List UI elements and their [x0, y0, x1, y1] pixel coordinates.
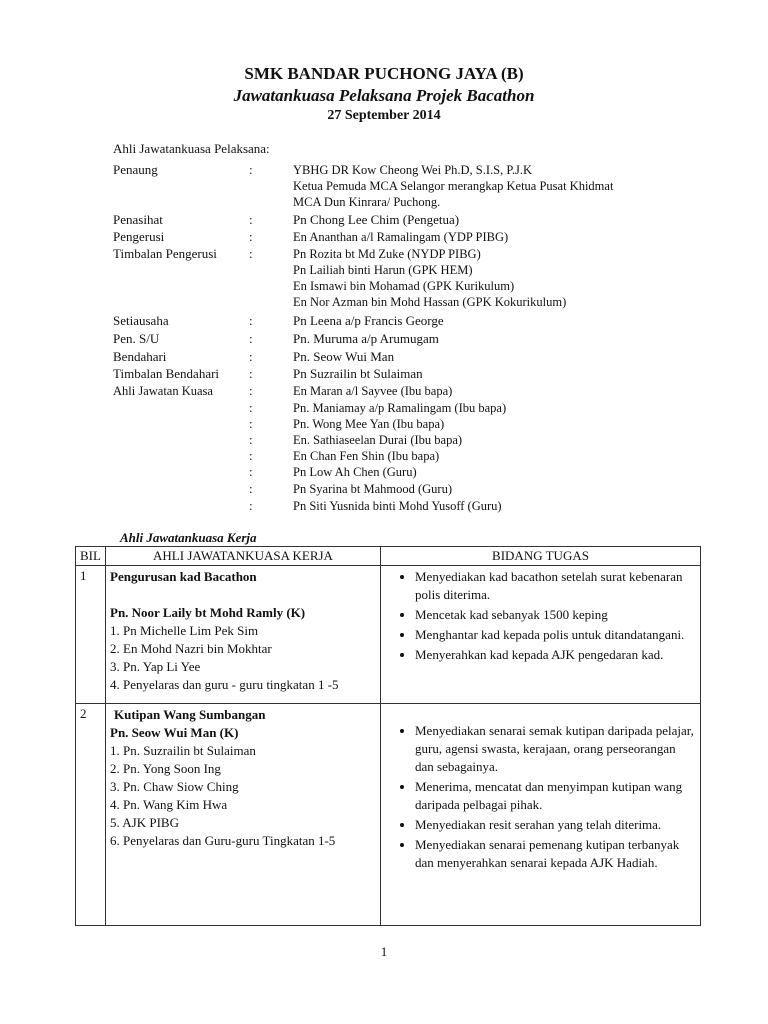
member-colon: :	[249, 383, 253, 398]
task-item: • Menghantar kad kepada polis untuk ditandatangani.	[415, 626, 696, 644]
member-name: Pn Siti Yusnida binti Mohd Yusoff (Guru)	[293, 499, 502, 513]
member-colon: :	[249, 366, 253, 381]
member-item: 4. Pn. Wang Kim Hwa	[110, 797, 228, 812]
task-item: • Menyerahkan kad kepada AJK pengedaran kad.	[415, 646, 696, 664]
member-role: Timbalan Bendahari	[113, 366, 220, 381]
member-colon: :	[249, 162, 253, 177]
member-item: 3. Pn. Chaw Siow Ching	[110, 779, 239, 794]
member-name: Pn Suzrailin bt Sulaiman	[293, 366, 423, 381]
row-tasks	[381, 566, 701, 704]
member-item: 1. Pn. Suzrailin bt Sulaiman	[110, 743, 256, 758]
member-item: 4. Penyelaras dan guru - guru tingkatan 1 -5	[110, 677, 339, 692]
member-item: 6. Penyelaras dan Guru-guru Tingkatan 1-5	[110, 833, 336, 848]
member-name: En. Sathiaseelan Durai (Ibu bapa)	[293, 433, 463, 447]
row-ahli	[106, 704, 381, 926]
member-colon: :	[249, 349, 253, 364]
member-role: Penasihat	[113, 212, 163, 227]
page-number: 1	[380, 944, 388, 959]
member-name: Pn Chong Lee Chim (Pengetua)	[293, 212, 460, 227]
section-title: Pengurusan kad Bacathon	[110, 569, 257, 584]
member-name: Pn. Wong Mee Yan (Ibu bapa)	[293, 417, 445, 431]
member-item: 1. Pn Michelle Lim Pek Sim	[110, 623, 259, 638]
spacer	[110, 586, 376, 604]
section-title: Kutipan Wang Sumbangan	[114, 707, 266, 722]
member-name: Pn Rozita bt Md Zuke (NYDP PIBG)	[293, 247, 481, 261]
header-bidang: BIDANG TUGAS	[381, 547, 701, 566]
member-colon: :	[249, 229, 253, 244]
member-role: Ahli Jawatan Kuasa	[113, 384, 213, 398]
member-continuation: Pn Lailiah binti Harun (GPK HEM)	[293, 263, 473, 277]
member-role: Pen. S/U	[113, 331, 160, 346]
spacer	[385, 706, 696, 722]
row-bil: 1	[76, 566, 106, 704]
member-colon: :	[249, 448, 253, 463]
member-continuation: MCA Dun Kinrara/ Puchong.	[293, 195, 441, 209]
member-name: YBHG DR Kow Cheong Wei Ph.D, S.I.S, P.J.K	[293, 163, 533, 177]
kerja-table	[75, 546, 701, 926]
member-item: 2. En Mohd Nazri bin Mokhtar	[110, 641, 272, 656]
member-role: Penaung	[113, 162, 158, 177]
row-tasks	[381, 704, 701, 926]
pelaksana-intro: Ahli Jawatankuasa Pelaksana:	[113, 141, 270, 156]
committee-title: Jawatankuasa Pelaksana Projek Bacathon	[233, 86, 535, 105]
table-header-row	[76, 547, 701, 566]
section-leader: Pn. Seow Wui Man (K)	[110, 725, 239, 740]
member-colon: :	[249, 432, 253, 447]
table-row	[76, 704, 701, 926]
member-item: 5. AJK PIBG	[110, 815, 179, 830]
row-ahli	[106, 566, 381, 704]
member-colon: :	[249, 246, 253, 261]
kerja-title: Ahli Jawatankuasa Kerja	[120, 530, 257, 545]
member-role: Pengerusi	[113, 229, 165, 244]
task-item: • Mencetak kad sebanyak 1500 keping	[415, 606, 696, 624]
member-name: En Chan Fen Shin (Ibu bapa)	[293, 449, 440, 463]
header-ahli: AHLI JAWATANKUASA KERJA	[106, 547, 381, 566]
task-item: • Menyediakan senarai semak kutipan daripada pelajar, guru, agensi swasta, kerajaan, orang perseorangan dan sebagainya.	[415, 722, 696, 776]
member-name: Pn Leena a/p Francis George	[293, 313, 444, 328]
member-name: Pn Syarina bt Mahmood (Guru)	[293, 482, 453, 496]
member-name: Pn. Seow Wui Man	[293, 349, 395, 364]
member-role: Bendahari	[113, 349, 167, 364]
member-name: Pn. Maniamay a/p Ramalingam (Ibu bapa)	[293, 401, 507, 415]
member-item: 2. Pn. Yong Soon Ing	[110, 761, 221, 776]
member-continuation: En Nor Azman bin Mohd Hassan (GPK Kokurikulum)	[293, 295, 567, 309]
member-colon: :	[249, 481, 253, 496]
member-name: En Maran a/l Sayvee (Ibu bapa)	[293, 384, 453, 398]
member-role: Setiausaha	[113, 313, 169, 328]
row-bil: 2	[76, 704, 106, 926]
member-item: 3. Pn. Yap Li Yee	[110, 659, 201, 674]
task-item: • Menerima, mencatat dan menyimpan kutipan wang daripada pelbagai pihak.	[415, 778, 696, 814]
school-name: SMK BANDAR PUCHONG JAYA (B)	[244, 64, 524, 83]
member-name: En Ananthan a/l Ramalingam (YDP PIBG)	[293, 230, 509, 244]
member-colon: :	[249, 400, 253, 415]
member-continuation: Ketua Pemuda MCA Selangor merangkap Ketua Pusat Khidmat	[293, 179, 614, 193]
member-colon: :	[249, 313, 253, 328]
member-continuation: En Ismawi bin Mohamad (GPK Kurikulum)	[293, 279, 515, 293]
task-list	[385, 568, 696, 664]
member-colon: :	[249, 212, 253, 227]
section-leader: Pn. Noor Laily bt Mohd Ramly (K)	[110, 605, 306, 620]
member-role: Timbalan Pengerusi	[113, 246, 217, 261]
task-item: • Menyediakan senarai pemenang kutipan terbanyak dan menyerahkan senarai kepada AJK Hadiah.	[415, 836, 696, 872]
member-name: Pn. Muruma a/p Arumugam	[293, 331, 439, 346]
header-bil: BIL	[76, 547, 106, 566]
member-name: Pn Low Ah Chen (Guru)	[293, 465, 417, 479]
task-list	[385, 722, 696, 872]
member-colon: :	[249, 331, 253, 346]
table-row	[76, 566, 701, 704]
member-colon: :	[249, 498, 253, 513]
task-item: • Menyediakan kad bacathon setelah surat kebenaran polis diterima.	[415, 568, 696, 604]
task-item: • Menyediakan resit serahan yang telah diterima.	[415, 816, 696, 834]
document-date: 27 September 2014	[327, 108, 441, 123]
member-colon: :	[249, 464, 253, 479]
member-colon: :	[249, 416, 253, 431]
